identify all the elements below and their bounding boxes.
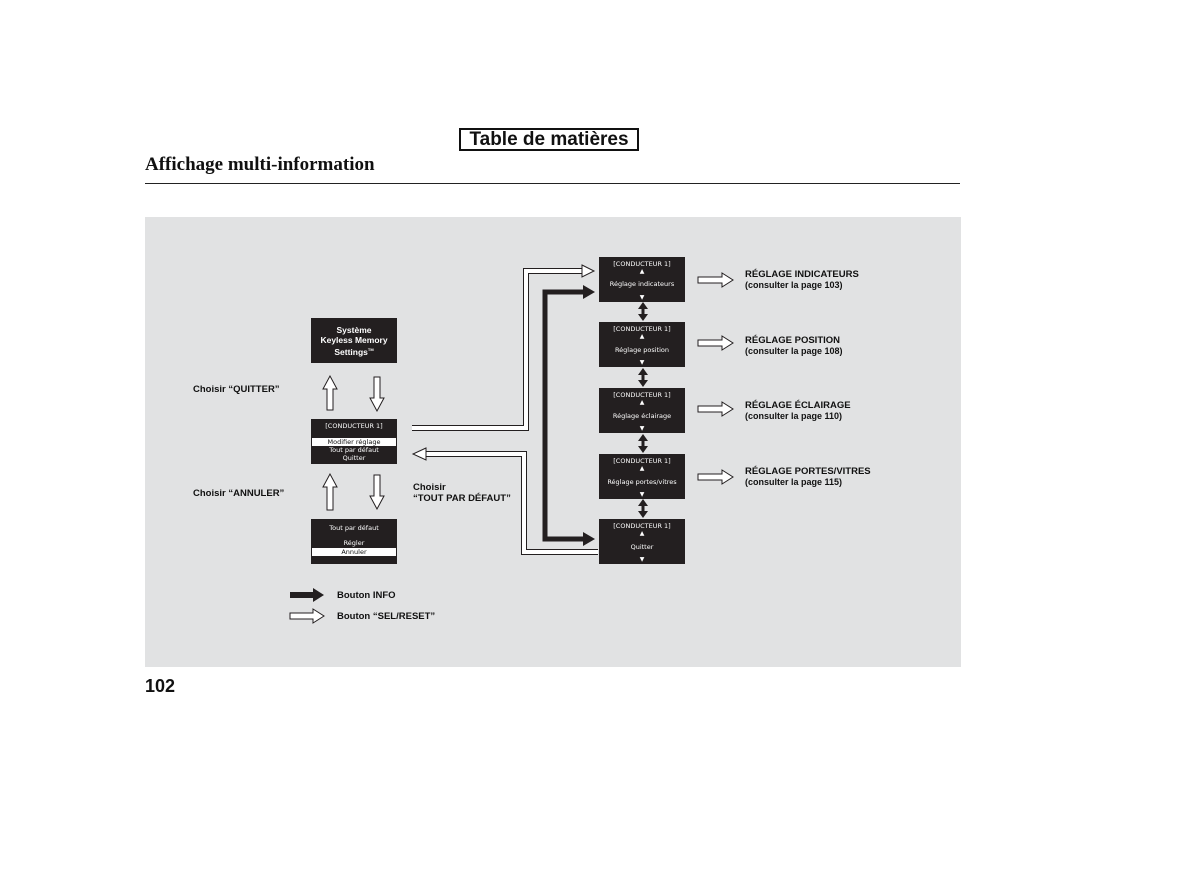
legend-info-arrow (290, 588, 324, 602)
label-choose-default-line2: “TOUT PAR DÉFAUT” (413, 493, 511, 504)
page-reference-link[interactable]: (consulter la page 108) (745, 346, 843, 356)
result-arrows (698, 273, 733, 484)
page-reference-link[interactable]: (consulter la page 110) (745, 411, 843, 421)
system-settings-screen (311, 318, 397, 363)
menu-screen-label: Réglage indicateurs (609, 280, 675, 288)
up-triangle-icon: ▲ (639, 399, 645, 406)
menu-screen-label: Réglage éclairage (612, 412, 672, 420)
result-title: RÉGLAGE ÉCLAIRAGE (745, 400, 851, 411)
option-quit[interactable]: Quitter (342, 454, 366, 462)
option-reset-defaults[interactable]: Tout par défaut (329, 446, 379, 454)
result-indicators (745, 269, 859, 291)
quit-up-arrow (323, 376, 337, 410)
menu-screen-indicators (599, 257, 685, 302)
menu-screen-header: [CONDUCTEUR 1] (613, 391, 671, 399)
menu-screen-doors (599, 454, 685, 499)
menu-screen-lighting (599, 388, 685, 433)
system-line-1: Système (336, 325, 372, 335)
menu-screen-header: [CONDUCTEUR 1] (613, 457, 671, 465)
label-choose-quit: Choisir “QUITTER” (193, 384, 280, 395)
menu-screen-quit (599, 519, 685, 564)
legend-sel-reset-label: Bouton “SEL/RESET” (337, 611, 436, 622)
reset-defaults-title: Tout par défaut (329, 524, 379, 532)
cancel-up-arrow (323, 474, 337, 510)
driver-menu-screen (311, 419, 397, 464)
menu-screen-position (599, 322, 685, 367)
up-triangle-icon: ▲ (639, 530, 645, 537)
system-line-2: Keyless Memory (320, 335, 388, 345)
menu-screen-header: [CONDUCTEUR 1] (613, 325, 671, 333)
down-triangle-icon: ▼ (639, 556, 645, 563)
default-down-arrow (370, 475, 384, 509)
option-modify-settings[interactable]: Modifier réglage (312, 438, 396, 446)
result-title: RÉGLAGE PORTES/VITRES (745, 466, 871, 477)
legend-info-label: Bouton INFO (337, 590, 396, 601)
page-number: 102 (145, 676, 176, 696)
result-title: RÉGLAGE POSITION (745, 335, 841, 346)
menu-screen-label: Réglage portes/vitres (607, 478, 677, 486)
page-reference-link[interactable]: (consulter la page 103) (745, 280, 843, 290)
result-lighting (745, 400, 851, 422)
legend-sel-reset-arrow (290, 609, 324, 623)
system-line-3: Settings™ (334, 346, 374, 357)
label-choose-default-line1: Choisir (413, 482, 446, 493)
menu-screen-label: Réglage position (614, 346, 670, 354)
reset-defaults-screen (311, 519, 397, 564)
down-triangle-icon: ▼ (639, 491, 645, 498)
driver-menu-header: [CONDUCTEUR 1] (325, 422, 383, 430)
option-cancel[interactable]: Annuler (312, 548, 396, 556)
info-loop-path (545, 285, 595, 546)
menu-screen-header: [CONDUCTEUR 1] (613, 522, 671, 530)
label-choose-default (413, 482, 511, 504)
menu-screen-header: [CONDUCTEUR 1] (613, 260, 671, 268)
result-doors (745, 466, 871, 488)
down-triangle-icon: ▼ (639, 359, 645, 366)
driver-down-arrow (370, 377, 384, 411)
up-triangle-icon: ▲ (639, 465, 645, 472)
option-confirm[interactable]: Régler (343, 539, 365, 547)
down-triangle-icon: ▼ (639, 294, 645, 301)
page-reference-link[interactable]: (consulter la page 115) (745, 477, 843, 487)
section-title: Affichage multi-information (145, 154, 375, 175)
menu-screen-label: Quitter (630, 543, 654, 551)
label-choose-cancel: Choisir “ANNULER” (193, 488, 285, 499)
down-triangle-icon: ▼ (639, 425, 645, 432)
result-position (745, 335, 843, 357)
up-triangle-icon: ▲ (639, 333, 645, 340)
table-of-contents-link[interactable]: Table de matières (459, 128, 639, 151)
sel-reset-path-to-menu (412, 265, 594, 428)
result-title: RÉGLAGE INDICATEURS (745, 269, 859, 280)
up-triangle-icon: ▲ (639, 268, 645, 275)
